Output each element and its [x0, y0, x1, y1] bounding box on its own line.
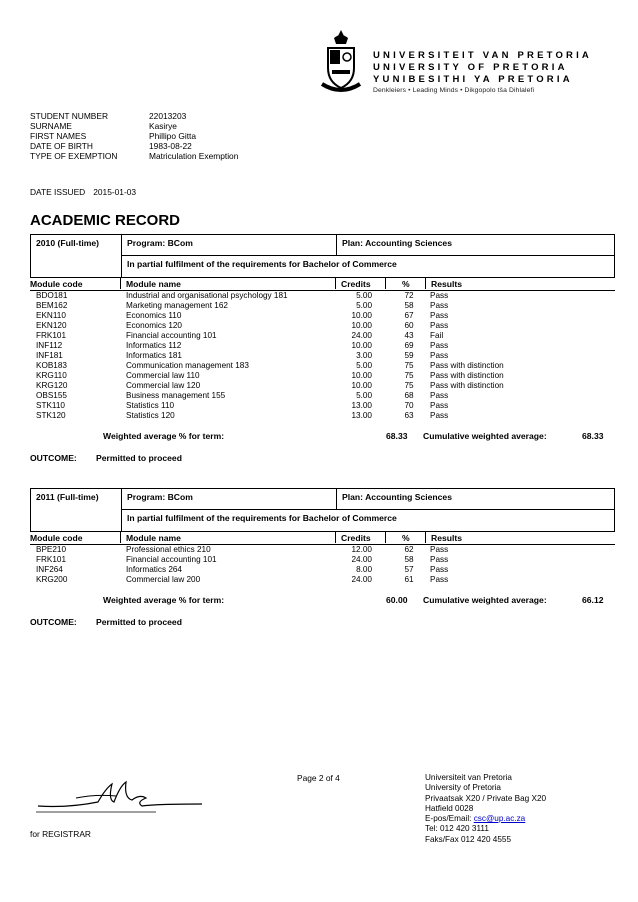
info-row	[30, 151, 238, 161]
info-value: 22013203	[149, 111, 187, 121]
address-email-row	[425, 814, 546, 824]
module-result: Pass	[430, 565, 449, 574]
address-line: University of Pretoria	[425, 783, 501, 793]
col-credits: Credits	[341, 279, 371, 289]
info-row	[30, 141, 238, 151]
module-row	[30, 401, 615, 411]
module-row	[30, 391, 615, 401]
weighted-average-label: Weighted average % for term:	[103, 595, 225, 605]
col-credits: Credits	[341, 533, 371, 543]
module-percent: 75	[404, 361, 414, 370]
term-block	[30, 488, 615, 629]
module-code: BDO181	[36, 291, 68, 300]
module-row	[30, 361, 615, 371]
module-credits: 24.00	[351, 331, 372, 340]
term-plan: Plan: Accounting Sciences	[342, 492, 452, 502]
university-name-ns: YUNIBESITHI YA PRETORIA	[373, 74, 573, 85]
module-percent: 72	[404, 291, 414, 300]
module-row	[30, 331, 615, 341]
info-row	[30, 131, 238, 141]
cumulative-average-label: Cumulative weighted average:	[423, 595, 547, 605]
module-percent: 75	[404, 371, 414, 380]
info-row	[30, 121, 238, 131]
module-credits: 5.00	[356, 301, 372, 310]
module-credits: 10.00	[351, 311, 372, 320]
weighted-average-label: Weighted average % for term:	[103, 431, 225, 441]
module-result: Pass	[430, 291, 449, 300]
module-result: Pass	[430, 575, 449, 584]
term-header	[30, 488, 615, 532]
module-row	[30, 311, 615, 321]
module-result: Pass	[430, 311, 449, 320]
university-name-en: UNIVERSITY OF PRETORIA	[373, 62, 568, 73]
module-result: Pass	[430, 301, 449, 310]
module-row	[30, 565, 615, 575]
outcome-value: Permitted to proceed	[96, 453, 182, 463]
outcome-label: OUTCOME:	[30, 453, 77, 463]
university-name-af: UNIVERSITEIT VAN PRETORIA	[373, 50, 592, 61]
col-percent: %	[402, 279, 410, 289]
info-value: Kasirye	[149, 121, 177, 131]
module-row	[30, 555, 615, 565]
weighted-average-row	[30, 431, 615, 445]
module-credits: 8.00	[356, 565, 372, 574]
term-year: 2010 (Full-time)	[36, 238, 100, 248]
registrar-signature	[36, 776, 206, 816]
module-result: Pass with distinction	[430, 371, 504, 380]
col-module-name: Module name	[126, 279, 181, 289]
module-percent: 75	[404, 381, 414, 390]
outcome-row	[30, 453, 615, 465]
module-percent: 58	[404, 301, 414, 310]
module-credits: 5.00	[356, 361, 372, 370]
module-credits: 12.00	[351, 545, 372, 554]
module-name: Financial accounting 101	[126, 331, 217, 340]
module-result: Pass	[430, 321, 449, 330]
address-line: Faks/Fax 012 420 4555	[425, 834, 512, 844]
term-fulfilment: In partial fulfilment of the requirements for Bachelor of Commerce	[127, 513, 397, 523]
module-row	[30, 575, 615, 585]
module-percent: 69	[404, 341, 414, 350]
university-address	[425, 773, 546, 845]
term-program: Program: BCom	[127, 238, 193, 248]
module-row	[30, 341, 615, 351]
module-result: Pass	[430, 555, 449, 564]
term-year: 2011 (Full-time)	[36, 492, 99, 502]
module-row	[30, 291, 615, 301]
module-code: INF181	[36, 351, 63, 360]
module-result: Fail	[430, 331, 444, 340]
info-value: Phillipo Gitta	[149, 131, 197, 141]
module-code: KOB183	[36, 361, 67, 370]
page-title: ACADEMIC RECORD	[30, 212, 180, 229]
weighted-average-value: 60.00	[386, 595, 408, 605]
module-code: FRK101	[36, 555, 67, 564]
info-value: Matriculation Exemption	[149, 151, 239, 161]
module-credits: 10.00	[351, 371, 372, 380]
registrar-label: for REGISTRAR	[30, 829, 91, 839]
module-percent: 61	[404, 575, 414, 584]
module-credits: 24.00	[351, 575, 372, 584]
module-row	[30, 545, 615, 555]
module-code: KRG110	[36, 371, 67, 380]
module-percent: 60	[404, 321, 414, 330]
weighted-average-value: 68.33	[386, 431, 408, 441]
column-header-row	[30, 532, 615, 545]
module-code: KRG120	[36, 381, 68, 390]
col-module-code: Module code	[30, 533, 83, 543]
module-credits: 13.00	[351, 411, 372, 420]
date-issued	[30, 187, 136, 197]
module-code: KRG200	[36, 575, 68, 584]
term-block	[30, 234, 615, 465]
university-motto: Denkleiers • Leading Minds • Dikgopolo tša Dihlalefi	[373, 87, 535, 94]
info-label: TYPE OF EXEMPTION	[30, 151, 118, 161]
module-credits: 10.00	[351, 381, 372, 390]
email-link[interactable]: csc@up.ac.za	[473, 814, 526, 824]
student-info	[30, 111, 238, 161]
email-label: E-pos/Email:	[425, 814, 474, 824]
module-code: STK110	[36, 401, 65, 410]
module-row	[30, 351, 615, 361]
module-credits: 13.00	[351, 401, 372, 410]
module-percent: 57	[404, 565, 414, 574]
module-name: Commercial law 200	[126, 575, 201, 584]
module-result: Pass	[430, 401, 449, 410]
module-name: Industrial and organisational psychology 181	[126, 291, 288, 300]
cumulative-average-value: 66.12	[582, 595, 604, 605]
module-name: Commercial law 120	[126, 381, 201, 390]
module-code: INF112	[36, 341, 63, 350]
module-code: BEM162	[36, 301, 68, 310]
module-credits: 10.00	[351, 341, 372, 350]
term-fulfilment: In partial fulfilment of the requirements for Bachelor of Commerce	[127, 259, 397, 269]
module-code: EKN120	[36, 321, 67, 330]
module-row	[30, 321, 615, 331]
module-name: Marketing management 162	[126, 301, 228, 310]
module-name: Commercial law 110	[126, 371, 200, 380]
university-name	[373, 50, 592, 86]
term-header	[30, 234, 615, 278]
module-name: Economics 110	[126, 311, 182, 320]
col-percent: %	[402, 533, 410, 543]
address-line: Privaatsak X20 / Private Bag X20	[425, 793, 547, 803]
module-code: STK120	[36, 411, 66, 420]
module-result: Pass with distinction	[430, 381, 504, 390]
module-name: Economics 120	[126, 321, 182, 330]
outcome-row	[30, 617, 615, 629]
module-percent: 67	[404, 311, 414, 320]
module-name: Informatics 264	[126, 565, 182, 574]
module-row	[30, 301, 615, 311]
weighted-average-row	[30, 595, 615, 609]
module-name: Statistics 120	[126, 411, 175, 420]
module-percent: 58	[404, 555, 414, 564]
col-module-name: Module name	[126, 533, 181, 543]
module-result: Pass	[430, 545, 449, 554]
address-line: Universiteit van Pretoria	[425, 773, 512, 782]
cumulative-average-label: Cumulative weighted average:	[423, 431, 547, 441]
module-list	[30, 545, 615, 585]
module-name: Financial accounting 101	[126, 555, 217, 564]
module-code: FRK101	[36, 331, 67, 340]
module-percent: 63	[404, 411, 414, 420]
info-value: 1983-08-22	[149, 141, 192, 151]
module-name: Professional ethics 210	[126, 545, 211, 554]
info-label: SURNAME	[30, 121, 72, 131]
module-code: OBS155	[36, 391, 67, 400]
module-credits: 5.00	[356, 291, 372, 300]
module-credits: 10.00	[351, 321, 372, 330]
cumulative-average-value: 68.33	[582, 431, 604, 441]
date-issued-label: DATE ISSUED	[30, 187, 86, 197]
module-list	[30, 291, 615, 421]
module-name: Informatics 112	[126, 341, 182, 350]
col-results: Results	[431, 533, 463, 543]
university-crest-logo	[318, 28, 364, 94]
module-row	[30, 381, 615, 391]
term-plan: Plan: Accounting Sciences	[342, 238, 452, 248]
outcome-value: Permitted to proceed	[96, 617, 182, 627]
column-header-row	[30, 278, 615, 291]
module-code: BPE210	[36, 545, 67, 554]
module-name: Communication management 183	[126, 361, 249, 370]
page-number: Page 2 of 4	[297, 773, 340, 783]
module-code: INF264	[36, 565, 63, 574]
module-result: Pass	[430, 391, 449, 400]
module-name: Statistics 110	[126, 401, 175, 410]
module-credits: 3.00	[356, 351, 372, 360]
info-label: DATE OF BIRTH	[30, 141, 93, 151]
term-program: Program: BCom	[127, 492, 193, 502]
module-percent: 62	[404, 545, 414, 554]
module-percent: 68	[404, 391, 414, 400]
col-results: Results	[431, 279, 463, 289]
col-module-code: Module code	[30, 279, 83, 289]
module-row	[30, 371, 615, 381]
module-name: Business management 155	[126, 391, 226, 400]
module-credits: 24.00	[351, 555, 372, 564]
info-label: FIRST NAMES	[30, 131, 87, 141]
module-result: Pass	[430, 341, 449, 350]
module-row	[30, 411, 615, 421]
module-result: Pass with distinction	[430, 361, 504, 370]
module-credits: 5.00	[356, 391, 372, 400]
module-result: Pass	[430, 351, 449, 360]
info-label: STUDENT NUMBER	[30, 111, 109, 121]
module-result: Pass	[430, 411, 449, 420]
address-line: Hatfield 0028	[425, 803, 474, 813]
module-percent: 70	[404, 401, 414, 410]
module-percent: 59	[404, 351, 414, 360]
module-code: EKN110	[36, 311, 66, 320]
module-percent: 43	[404, 331, 414, 340]
outcome-label: OUTCOME:	[30, 617, 77, 627]
module-name: Informatics 181	[126, 351, 182, 360]
info-row	[30, 111, 238, 121]
address-line: Tel: 012 420 3111	[425, 824, 489, 834]
date-issued-value: 2015-01-03	[93, 187, 137, 197]
